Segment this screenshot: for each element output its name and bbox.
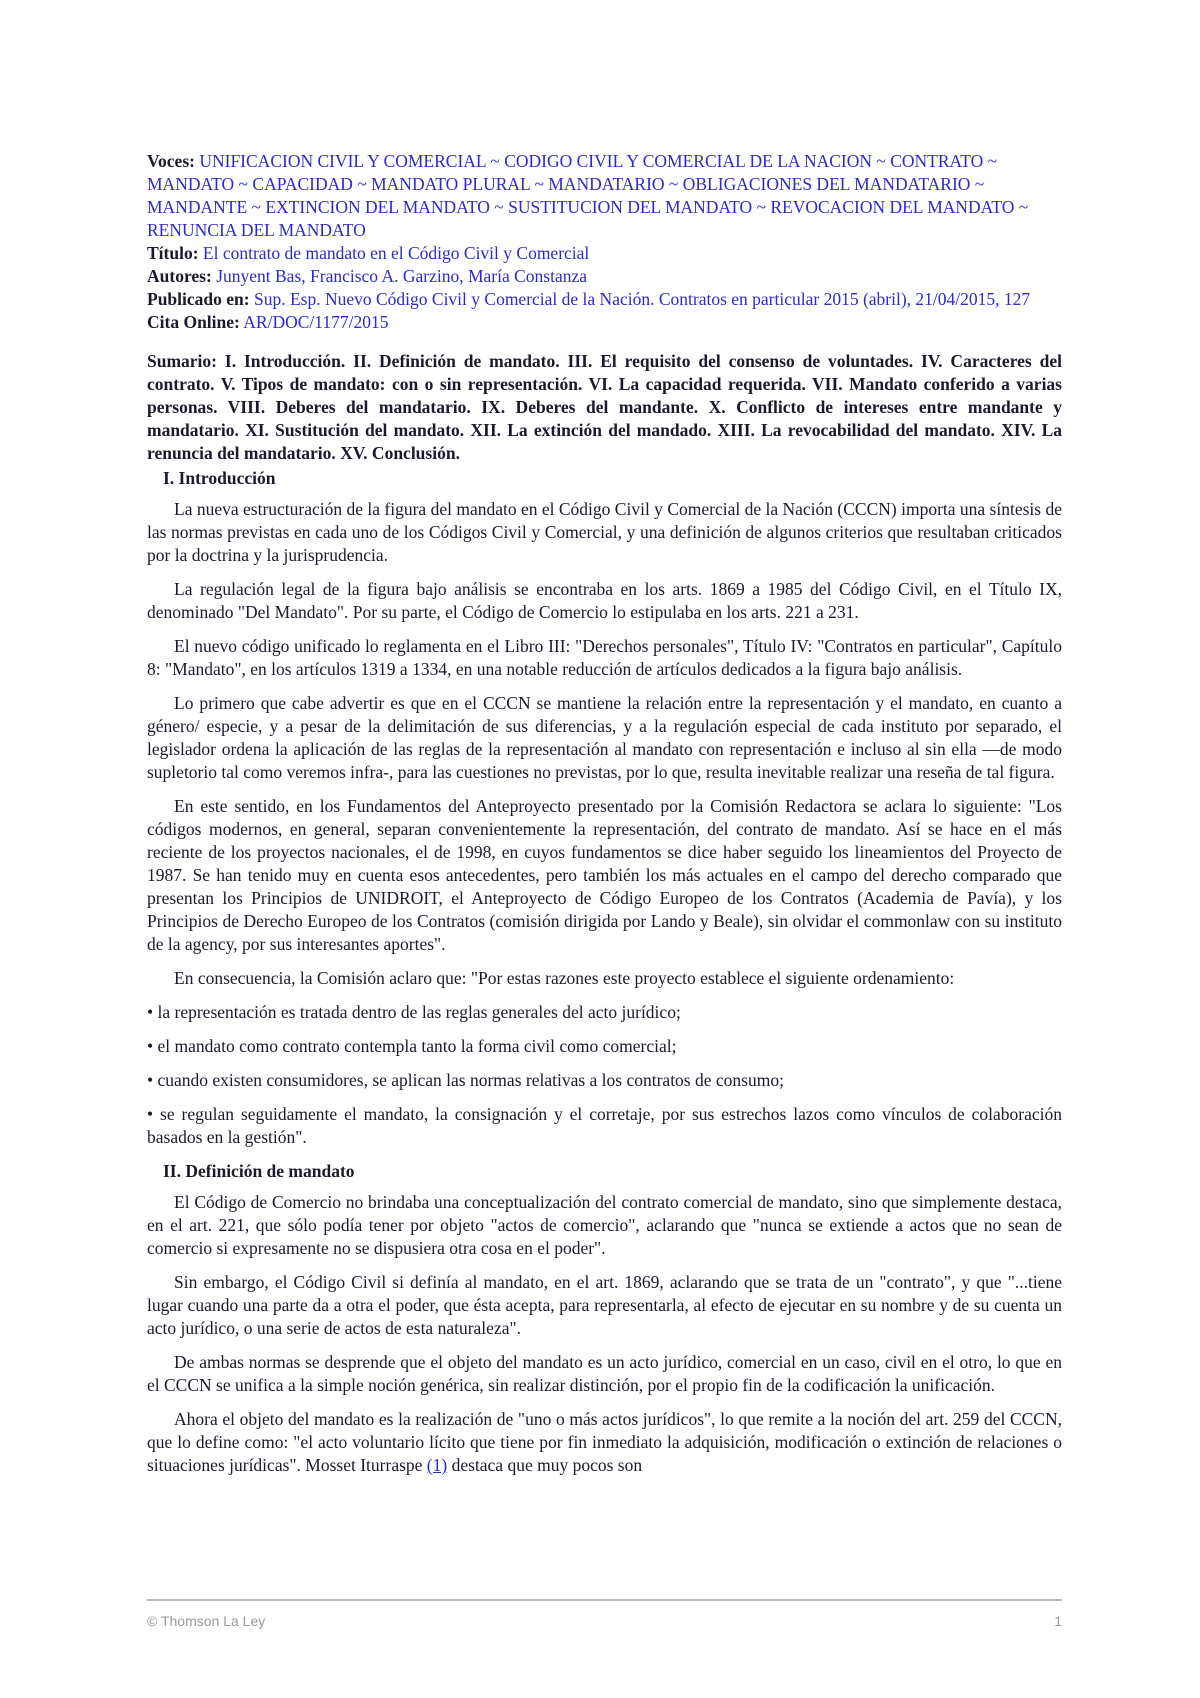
titulo-line bbox=[147, 242, 1062, 265]
bullet-item: • se regulan seguidamente el mandato, la consignación y el corretaje, por sus estrechos lazos como vínculos de colaboración basados en la gestión". bbox=[147, 1104, 1062, 1147]
autores-label: Autores: bbox=[147, 266, 212, 286]
paragraph: La nueva estructuración de la figura del mandato en el Código Civil y Comercial de la Nación (CCCN) importa una síntesis de las normas previstas en cada uno de los Códigos Civil y Comercial, y una definición de algunos criterios que resultaban criticados por la doctrina y la jurisprudencia. bbox=[147, 499, 1062, 565]
paragraph: El nuevo código unificado lo reglamenta en el Libro III: "Derechos personales", Título IV: "Contratos en particular", Capítulo 8: "Mandato", en los artículos 1319 a 1334, en una notable reducción de artículos dedicados a la figura bajo análisis. bbox=[147, 636, 1062, 679]
section-heading-introduccion: I. Introducción bbox=[163, 468, 276, 488]
document-page bbox=[147, 150, 1062, 1488]
titulo-label: Título: bbox=[147, 243, 199, 263]
footnote-link[interactable]: (1) bbox=[426, 1455, 448, 1475]
paragraph: En consecuencia, la Comisión aclaro que: "Por estas razones este proyecto establece el siguiente ordenamiento: bbox=[174, 968, 955, 988]
voces-value[interactable]: UNIFICACION CIVIL Y COMERCIAL ~ CODIGO CIVIL Y COMERCIAL DE LA NACION ~ CONTRATO ~ MANDATO ~ CAPACIDAD ~ MANDATO PLURAL ~ MANDATARIO ~ OBLIGACIONES DEL MANDATARIO ~ MANDANTE ~ EXTINCION DEL MANDATO ~ SUSTITUCION DEL MANDATO ~ REVOCACION DEL MANDATO ~ RENUNCIA DEL MANDATO bbox=[147, 151, 1029, 240]
bullet-item: • la representación es tratada dentro de las reglas generales del acto jurídico; bbox=[147, 1002, 681, 1022]
bullet-item: • el mandato como contrato contempla tanto la forma civil como comercial; bbox=[147, 1036, 677, 1056]
cita-line bbox=[147, 311, 1062, 334]
paragraph-tail: destaca que muy pocos son bbox=[447, 1455, 643, 1475]
paragraph: El Código de Comercio no brindaba una conceptualización del contrato comercial de mandato, sino que simplemente destaca, en el art. 221, que sólo podía tener por objeto "actos de comercio", aclarando que "nunca se extiende a actos que no sean de comercio si expresamente no se dispusiera otra cosa en el poder". bbox=[147, 1192, 1062, 1258]
page-number: 1 bbox=[1054, 1613, 1062, 1629]
publicado-label: Publicado en: bbox=[147, 289, 250, 309]
paragraph: De ambas normas se desprende que el objeto del mandato es un acto jurídico, comercial en un caso, civil en el otro, lo que en el CCCN se unifica a la simple noción genérica, sin realizar distinción, por el propio fin de la codificación la unificación. bbox=[147, 1352, 1062, 1395]
footer-copyright: © Thomson La Ley bbox=[147, 1613, 266, 1629]
voces-label: Voces: bbox=[147, 151, 195, 171]
footer-divider bbox=[147, 1599, 1062, 1601]
publicado-line bbox=[147, 288, 1062, 311]
autores-value[interactable]: Junyent Bas, Francisco A. Garzino, María Constanza bbox=[216, 266, 588, 286]
sumario: Sumario: I. Introducción. II. Definición de mandato. III. El requisito del consenso de voluntades. IV. Caracteres del contrato. V. Tipos de mandato: con o sin representación. VI. La capacidad requerida. VII. Mandato conferido a varias personas. VIII. Deberes del mandatario. IX. Deberes del mandante. X. Conflicto de intereses entre mandante y mandatario. XI. Sustitución del mandato. XII. La extinción del mandado. XIII. La revocabilidad del mandato. XIV. La renuncia del mandatario. XV. Conclusión. bbox=[147, 351, 1062, 463]
voces-line bbox=[147, 150, 1062, 242]
paragraph: La regulación legal de la figura bajo análisis se encontraba en los arts. 1869 a 1985 del Código Civil, en el Título IX, denominado "Del Mandato". Por su parte, el Código de Comercio lo estipulaba en los arts. 221 a 231. bbox=[147, 579, 1062, 622]
paragraph: Lo primero que cabe advertir es que en el CCCN se mantiene la relación entre la representación y el mandato, en cuanto a género/ especie, y a pesar de la delimitación de sus diferencias, y a la regulación especial de cada instituto por separado, el legislador ordena la aplicación de las reglas de la representación al mandato con representación e incluso al sin ella —de modo supletorio tal como veremos infra-, para las cuestiones no previstas, por lo que, resulta inevitable realizar una reseña de tal figura. bbox=[147, 693, 1062, 782]
autores-line bbox=[147, 265, 1062, 288]
paragraph: Sin embargo, el Código Civil si definía al mandato, en el art. 1869, aclarando que se trata de un "contrato", y que "...tiene lugar cuando una parte da a otra el poder, que ésta acepta, para representarla, al efecto de ejecutar en su nombre y de su cuenta un acto jurídico, o una serie de actos de esta naturaleza". bbox=[147, 1272, 1062, 1338]
paragraph-text: Ahora el objeto del mandato es la realización de "uno o más actos jurídicos", lo que remite a la noción del art. 259 del CCCN, que lo define como: "el acto voluntario lícito que tiene por fin inmediato la adquisición, modificación o extinción de relaciones o situaciones jurídicas". Mosset Iturraspe bbox=[147, 1409, 1062, 1475]
cita-value[interactable]: AR/DOC/1177/2015 bbox=[243, 312, 389, 332]
cita-label: Cita Online: bbox=[147, 312, 240, 332]
paragraph: En este sentido, en los Fundamentos del Anteproyecto presentado por la Comisión Redactora se aclara lo siguiente: "Los códigos modernos, en general, separan convenientemente la representación, del contrato de mandato. Así se hace en el más reciente de los proyectos nacionales, el de 1998, en cuyos fundamentos se dice haber seguido los lineamientos del Proyecto de 1987. Se han tenido muy en cuenta esos antecedentes, pero también los más actuales en el campo del derecho comparado que presentan los Principios de UNIDROIT, el Anteproyecto de Código Europeo de los Contratos (Academia de Pavía), y los Principios de Derecho Europeo de los Contratos (comisión dirigida por Lando y Beale), sin olvidar el commonlaw con su instituto de la agency, por sus interesantes aportes". bbox=[147, 796, 1062, 954]
section-heading-definicion: II. Definición de mandato bbox=[163, 1161, 355, 1181]
titulo-value[interactable]: El contrato de mandato en el Código Civil y Comercial bbox=[202, 243, 590, 263]
publicado-value[interactable]: Sup. Esp. Nuevo Código Civil y Comercial de la Nación. Contratos en particular 2015 (abril), 21/04/2015, 127 bbox=[253, 289, 1031, 309]
bullet-item: • cuando existen consumidores, se aplican las normas relativas a los contratos de consumo; bbox=[147, 1070, 784, 1090]
paragraph-with-footnote bbox=[147, 1408, 1062, 1477]
